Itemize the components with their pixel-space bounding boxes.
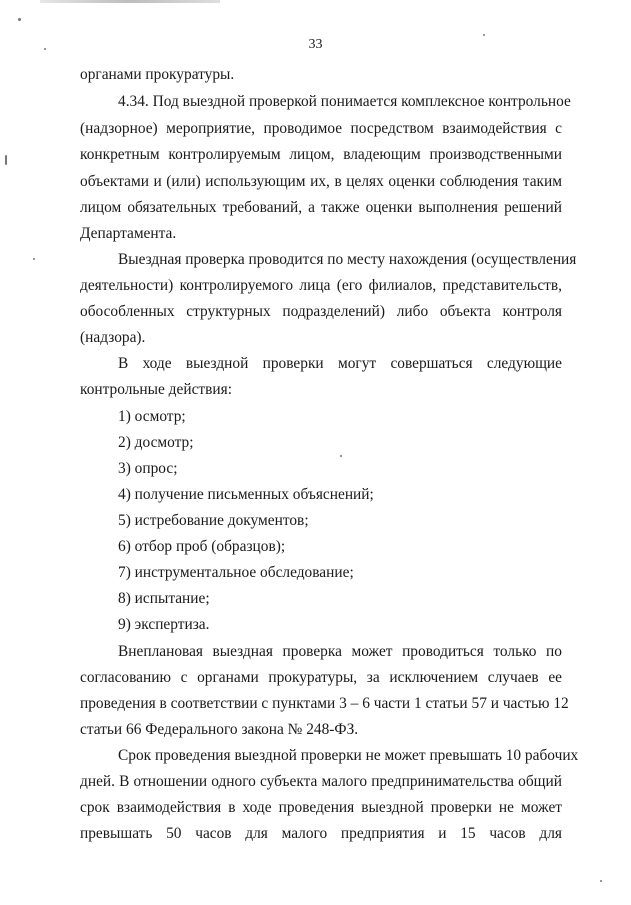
page-number: 33 xyxy=(308,37,323,52)
list-item: 1) осмотр; xyxy=(118,408,186,425)
text-line: статьи 66 Федерального закона № 248-ФЗ. xyxy=(80,721,359,738)
scan-speck xyxy=(18,18,21,21)
text-line: конкретным контролируемым лицом, владеющим производственными xyxy=(80,146,562,163)
text-line: Внеплановая выездная проверка может проводиться только по xyxy=(118,643,562,660)
list-item: 9) экспертиза. xyxy=(118,616,210,633)
scan-speck xyxy=(483,34,485,36)
text-line: срок взаимодействия в ходе проведения выездной проверки не может xyxy=(80,799,562,816)
text-line: деятельности) контролируемого лица (его филиалов, представительств, xyxy=(80,277,562,294)
text-line: превышать 50 часов для малого предприятия и 15 часов для xyxy=(80,825,562,842)
text-line: (надзора). xyxy=(80,329,146,346)
text-line: проведения в соответствии с пунктами 3 – 6 части 1 статьи 57 и частью 12 xyxy=(80,695,569,712)
text-line: Департамента. xyxy=(80,225,177,242)
scan-speck xyxy=(5,155,7,165)
list-item: 3) опрос; xyxy=(118,460,178,477)
text-line: В ходе выездной проверки могут совершаться следующие xyxy=(118,355,562,372)
text-line: органами прокуратуры. xyxy=(80,66,235,83)
text-line: 4.34. Под выездной проверкой понимается комплексное контрольное xyxy=(118,93,571,110)
scan-speck xyxy=(340,455,342,457)
text-line: обособленных структурных подразделений) либо объекта контроля xyxy=(80,303,562,320)
list-item: 6) отбор проб (образцов); xyxy=(118,538,286,555)
text-line: Выездная проверка проводится по месту нахождения (осуществления xyxy=(118,251,577,268)
scan-edge-line xyxy=(40,0,220,3)
text-line: контрольные действия: xyxy=(80,381,232,398)
scan-speck xyxy=(44,48,46,50)
text-line: лицом обязательных требований, а также оценки выполнения решений xyxy=(80,199,562,216)
text-line: объектами и (или) использующим их, в целях оценки соблюдения таким xyxy=(80,173,562,190)
text-line: Срок проведения выездной проверки не может превышать 10 рабочих xyxy=(118,747,579,764)
scan-speck xyxy=(33,258,35,260)
list-item: 8) испытание; xyxy=(118,590,210,607)
text-line: (надзорное) мероприятие, проводимое посредством взаимодействия с xyxy=(80,120,562,137)
text-line: дней. В отношении одного субъекта малого предпринимательства общий xyxy=(80,773,562,790)
list-item: 4) получение письменных объяснений; xyxy=(118,486,374,503)
list-item: 5) истребование документов; xyxy=(118,512,309,529)
scan-speck xyxy=(600,880,602,882)
list-item: 2) досмотр; xyxy=(118,434,194,451)
text-line: согласованию с органами прокуратуры, за исключением случаев ее xyxy=(80,669,562,686)
list-item: 7) инструментальное обследование; xyxy=(118,564,354,581)
